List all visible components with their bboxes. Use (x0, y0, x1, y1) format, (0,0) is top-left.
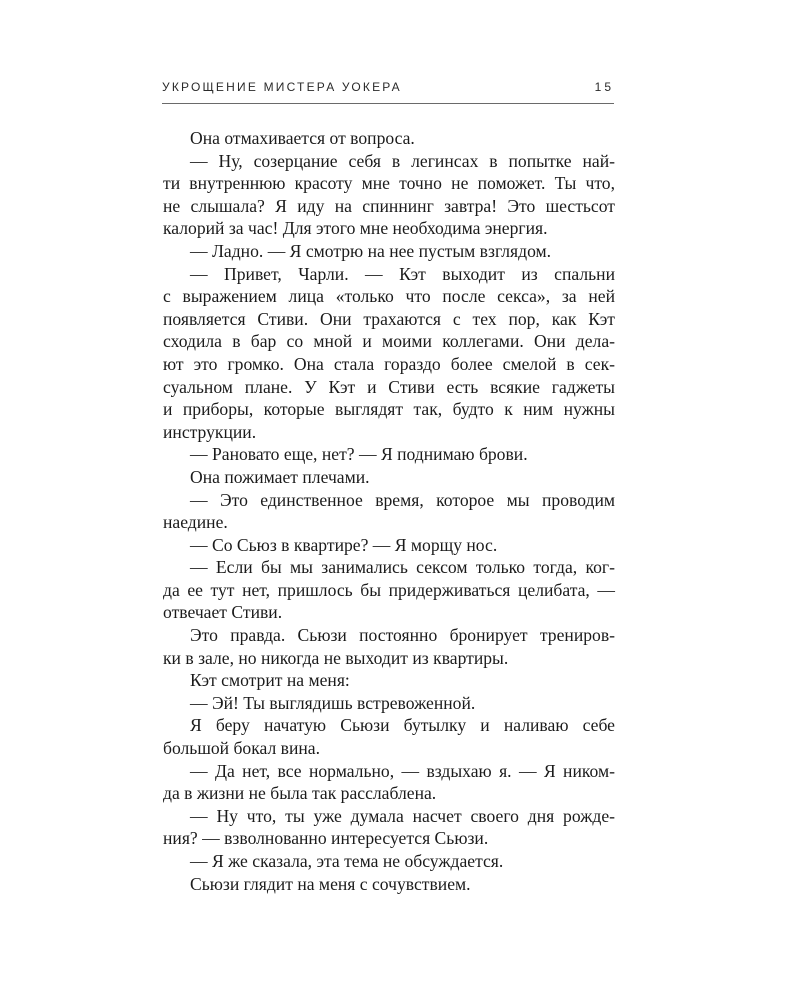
text-line: — Я же сказала, эта тема не обсуждается. (190, 851, 504, 871)
running-head (162, 80, 614, 100)
header-rule (162, 103, 614, 104)
text-line: — Рановато еще, нет? — Я поднимаю брови. (190, 444, 528, 465)
text-line: не слышала? Я иду на спиннинг завтра! Это шестьсот (163, 195, 615, 216)
text-line: да ее тут нет, пришлось бы придерживаться целибата, — (163, 579, 615, 600)
text-line: да в жизни не была так расслаблена. (163, 783, 437, 804)
text-line: Сьюзи глядит на меня с сочувствием. (190, 873, 471, 894)
text-line: — Ну, созерцание себя в легинсах в попытке най- (190, 150, 615, 171)
text-line: — Ну что, ты уже думала насчет своего дня рожде- (190, 805, 615, 826)
text-line: — Да нет, все нормально, — вздыхаю я. — Я ником- (190, 760, 615, 781)
text-line: Кэт смотрит на меня: (190, 670, 350, 691)
text-line: и приборы, которые выглядят так, будто к ним нужны (163, 399, 615, 420)
text-line: Я беру начатую Сьюзи бутылку и наливаю себе (190, 715, 615, 736)
text-line: большой бокал вина. (163, 738, 320, 759)
text-line: — Ладно. — Я смотрю на нее пустым взглядом. (190, 240, 552, 261)
text-line: сходила в бар со мной и моими коллегами. Они дела- (163, 331, 615, 352)
text-line: — Это единственное время, которое мы проводим (190, 489, 615, 510)
text-line: с выражением лица «только что после секса», за ней (163, 286, 615, 307)
text-line: суальном плане. У Кэт и Стиви есть всякие гаджеты (163, 376, 615, 397)
text-line: Она отмахивается от вопроса. (190, 128, 415, 148)
text-line: калорий за час! Для этого мне необходима энергия. (163, 218, 548, 239)
text-line: — Со Сьюз в квартире? — Я морщу нос. (190, 534, 498, 555)
text-line: ти внутреннюю красоту мне точно не поможет. Ты что, (163, 173, 615, 194)
text-line: — Привет, Чарли. — Кэт выходит из спальни (190, 263, 615, 284)
text-line: Она пожимает плечами. (190, 466, 370, 487)
running-title: УКРОЩЕНИЕ МИСТЕРА УОКЕРА (162, 80, 402, 94)
text-line: — Эй! Ты выглядишь встревоженной. (190, 692, 476, 713)
text-line: Это правда. Сьюзи постоянно бронирует трениров- (190, 625, 615, 646)
text-line: ют это громко. Она стала гораздо более смелой в сек- (163, 353, 615, 374)
text-line: появляется Стиви. Они трахаются с тех пор, как Кэт (163, 308, 615, 329)
text-line: отвечает Стиви. (163, 602, 283, 623)
text-line: ки в зале, но никогда не выходит из квартиры. (163, 647, 509, 668)
text-line: — Если бы мы занимались сексом только тогда, ког- (190, 557, 615, 578)
page-number: 15 (594, 80, 614, 94)
text-line: инструкции. (163, 421, 257, 442)
body-text (163, 127, 615, 895)
text-line: наедине. (163, 512, 228, 533)
text-line: ния? — взволнованно интересуется Сьюзи. (163, 828, 489, 849)
